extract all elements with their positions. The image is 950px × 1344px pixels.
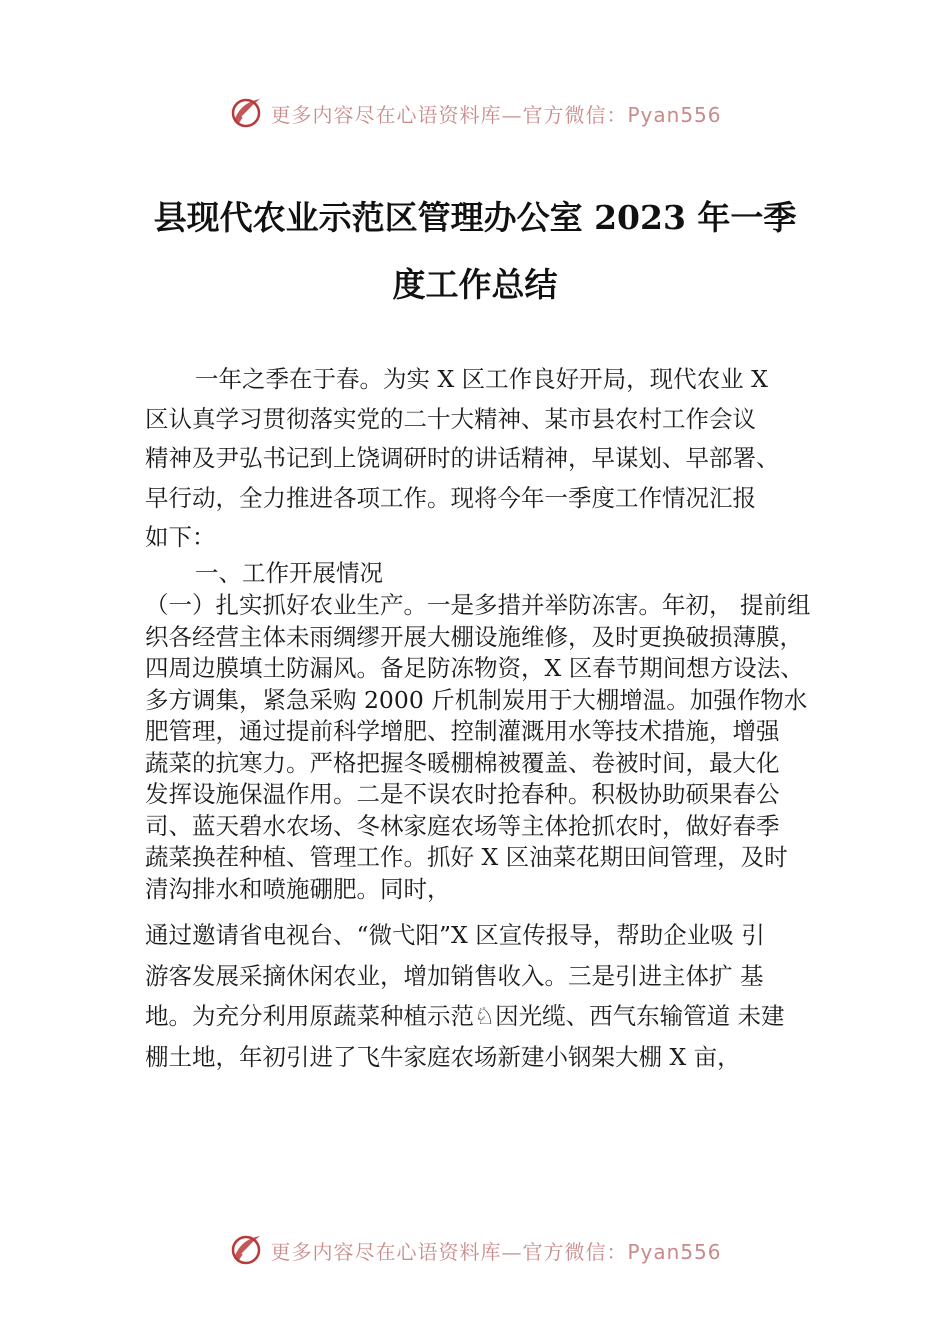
continuation-line: 游客发展采摘休闲农业，增加销售收入。三是引进主体扩 基 <box>145 961 764 990</box>
watermark-text: 更多内容尽在心语资料库—官方微信：Pyan556 <box>270 1239 722 1264</box>
watermark-footer <box>0 1232 950 1268</box>
continuation-paragraph <box>145 915 845 1077</box>
intro-line: 如下： <box>145 523 216 551</box>
section-1-line: 司、蓝天碧水农场、冬林家庭农场等主体抢抓农时，做好春季 <box>145 811 780 840</box>
intro-line: 一年之季在于春。为实 X 区工作良好开局，现代农业 X <box>195 365 768 393</box>
section-1-line: 发挥设施保温作用。二是不误农时抢春种。积极协助硕果春公 <box>145 780 780 808</box>
section-1-line: 肥管理，通过提前科学增肥、控制灌溉用水等技术措施，增强 <box>145 717 780 745</box>
watermark-id: Pyan556 <box>627 102 722 127</box>
watermark-text: 更多内容尽在心语资料库—官方微信：Pyan556 <box>270 102 722 127</box>
section-1-line: 蔬菜换茬种植、管理工作。抓好 X 区油菜花期田间管理，及时 <box>145 843 788 871</box>
watermark-id: Pyan556 <box>627 1239 722 1264</box>
continuation-line: 棚土地，年初引进了飞牛家庭农场新建小钢架大棚 X 亩， <box>145 1042 741 1071</box>
section-1-line: 蔬菜的抗寒力。严格把握冬暖棚棉被覆盖、卷被时间，最大化 <box>145 748 780 777</box>
section-1-line: 织各经营主体未雨绸缪开展大棚设施维修，及时更换破损薄膜， <box>145 622 803 651</box>
intro-line: 区认真学习贯彻落实党的二十大精神、某市县农村工作会议 <box>145 404 756 433</box>
continuation-line: 通过邀请省电视台、“微弋阳”X 区宣传报导，帮助企业吸 引 <box>145 921 765 949</box>
section-heading: 一、工作开展情况 <box>195 559 383 587</box>
brush-logo-icon <box>228 95 264 131</box>
intro-line: 早行动，全力推进各项工作。现将今年一季度工作情况汇报 <box>145 483 756 512</box>
intro-line: 精神及尹弘书记到上饶调研时的讲话精神，早谋划、早部署、 <box>145 444 780 472</box>
section-1-paragraph <box>145 590 845 905</box>
section-1-line: （一）扎实抓好农业生产。一是多措并举防冻害。年初， 提前组 <box>145 591 811 619</box>
section-1-line: 四周边膜填土防漏风。备足防冻物资，X 区春节期间想方设法、 <box>145 654 804 682</box>
brush-logo-icon <box>228 1232 264 1268</box>
document-title-line-1: 县现代农业示范区管理办公室 2023 年一季 <box>153 198 797 237</box>
document-title-line-2: 度工作总结 <box>392 265 558 304</box>
watermark-header <box>0 95 950 131</box>
intro-paragraph <box>145 360 845 558</box>
continuation-line: 地。为充分利用原蔬菜种植示范♘因光缆、西气东输管道 未建 <box>145 1002 785 1030</box>
section-1-line: 清沟排水和喷施硼肥。同时， <box>145 874 451 903</box>
section-1-line: 多方调集，紧急采购 2000 斤机制炭用于大棚增温。加强作物水 <box>145 685 808 714</box>
